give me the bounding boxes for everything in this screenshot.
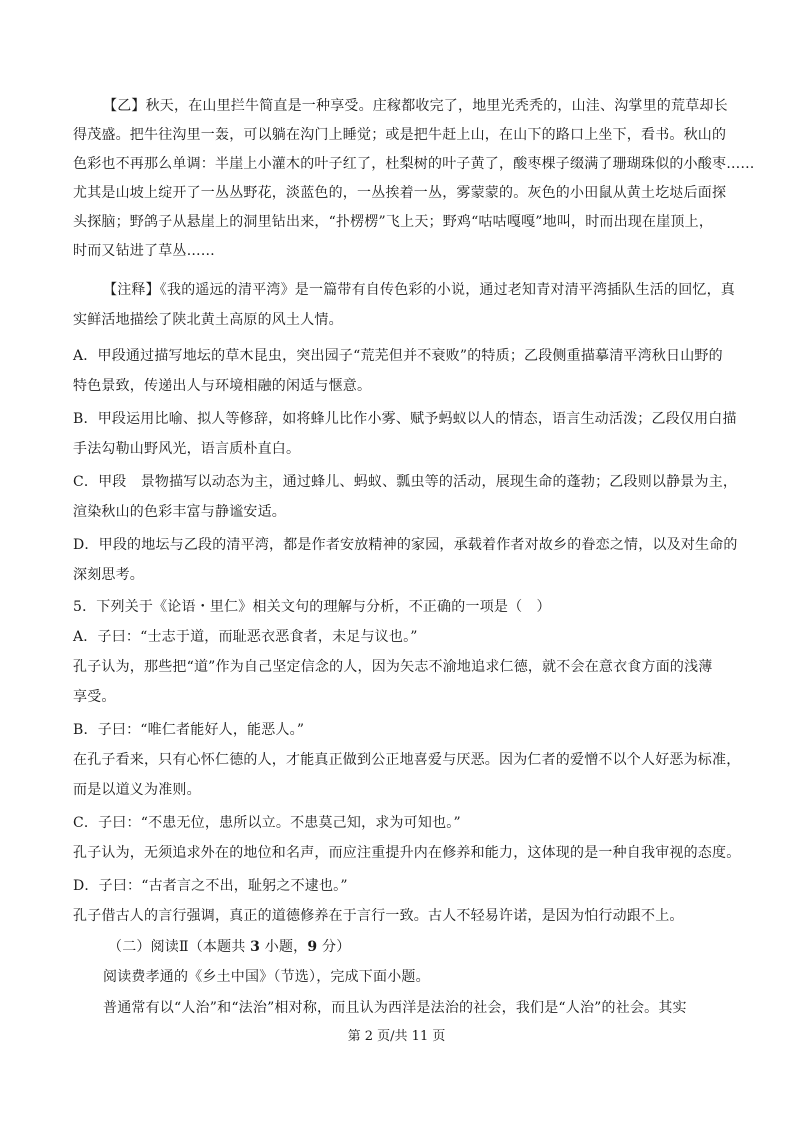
passage-yi-line: 【乙】秋天，在山里拦牛简直是一种享受。庄稼都收完了，地里光秃秃的，山洼、沟掌里的荒草却长: [103, 98, 728, 114]
reading-intro: 阅读费孝通的《乡土中国》（节选），完成下面小题。: [103, 969, 430, 985]
q5-analysis-c: 孔子认为，无须追求外在的地位和名声，而应注重提升内在修养和能力，这体现的是一种自我审视的态度。: [73, 845, 741, 861]
passage-yi-line: 时而又钻进了草丛……: [73, 243, 215, 259]
q5-analysis-a: 享受。: [73, 689, 116, 705]
option-d-line: 深刻思考。: [73, 567, 144, 583]
annotation-line: 实鲜活地描绘了陕北黄土高原的风土人情。: [73, 312, 343, 328]
q5-option-d: D．子曰：“古者言之不出，耻躬之不逮也。”: [73, 878, 348, 894]
option-c-line: C．甲段 景物描写以动态为主，通过蜂儿、蚂蚁、瓢虫等的活动，展现生命的蓬勃；乙段则以静景为主，: [73, 474, 738, 490]
passage-first-line: 普通常有以“人治”和“法治”相对称，而且认为西洋是法治的社会，我们是“人治”的社会。其实: [103, 1000, 687, 1016]
q5-analysis-a: 孔子认为，那些把“道”作为自己坚定信念的人，因为矢志不渝地追求仁德，就不会在意衣食方面的浅薄: [73, 659, 713, 675]
q5-option-a: A．子曰：“士志于道，而耻恶衣恶食者，未足与议也。”: [73, 629, 418, 645]
annotation-line: 【注释】《我的遥远的清平湾》是一篇带有自传色彩的小说，通过老知青对清平湾插队生活的回忆，真: [103, 282, 735, 298]
q5-analysis-b: 而是以道义为准则。: [73, 782, 201, 798]
option-d-line: D．甲段的地坛与乙段的清平湾，都是作者安放精神的家园，承载着作者对故乡的眷恋之情，以及对生命的: [73, 537, 738, 553]
passage-yi-line: 头探脑；野鸽子从悬崖上的洞里钻出来，“扑楞楞”飞上天；野鸡“咕咕嘎嘎”地叫，时而出现在崖顶上，: [73, 214, 714, 230]
q5-option-b: B．子曰：“唯仁者能好人，能恶人。”: [73, 722, 305, 738]
q5-analysis-b: 在孔子看来，只有心怀仁德的人，才能真正做到公正地喜爱与厌恶。因为仁者的爱憎不以个人好恶为标准，: [73, 752, 741, 768]
q5-analysis-d: 孔子借古人的言行强调，真正的道德修养在于言行一致。古人不轻易许诺，是因为怕行动跟不上。: [73, 908, 684, 924]
option-c-line: 渲染秋山的色彩丰富与静谧安适。: [73, 504, 286, 520]
passage-yi-line: 尤其是山坡上绽开了一丛丛野花，淡蓝色的，一丛挨着一丛，雾蒙蒙的。灰色的小田鼠从黄土圪垯后面探: [73, 185, 727, 201]
option-b-line: B．甲段运用比喻、拟人等修辞，如将蜂儿比作小雾、赋予蚂蚁以人的情态，语言生动活泼；乙段仅用白描: [73, 411, 737, 427]
section-heading: （二）阅读Ⅱ（本题共 3 小题，9 分）: [108, 939, 351, 955]
question-5-stem: 5．下列关于《论语・里仁》相关文句的理解与分析，不正确的一项是（ ）: [73, 599, 551, 615]
option-b-line: 手法勾勒山野风光，语言质朴直白。: [73, 441, 301, 457]
q5-option-c: C．子曰：“不患无位，患所以立。不患莫己知，求为可知也。”: [73, 815, 461, 831]
passage-yi-line: 得茂盛。把牛往沟里一轰，可以躺在沟门上睡觉；或是把牛赶上山，在山下的路口上坐下，看书。秋山的: [73, 127, 727, 143]
passage-yi-line: 色彩也不再那么单调：半崖上小灌木的叶子红了，杜梨树的叶子黄了，酸枣棵子缀满了珊瑚珠似的小酸枣……: [73, 156, 755, 172]
option-a-line: A．甲段通过描写地坛的草木昆虫，突出园子“荒芜但并不衰败”的特质；乙段侧重描摹清平湾秋日山野的: [73, 348, 723, 364]
page-number-footer: 第 2 页/共 11 页: [347, 1029, 446, 1044]
option-a-line: 特色景致，传递出人与环境相融的闲适与惬意。: [73, 378, 372, 394]
